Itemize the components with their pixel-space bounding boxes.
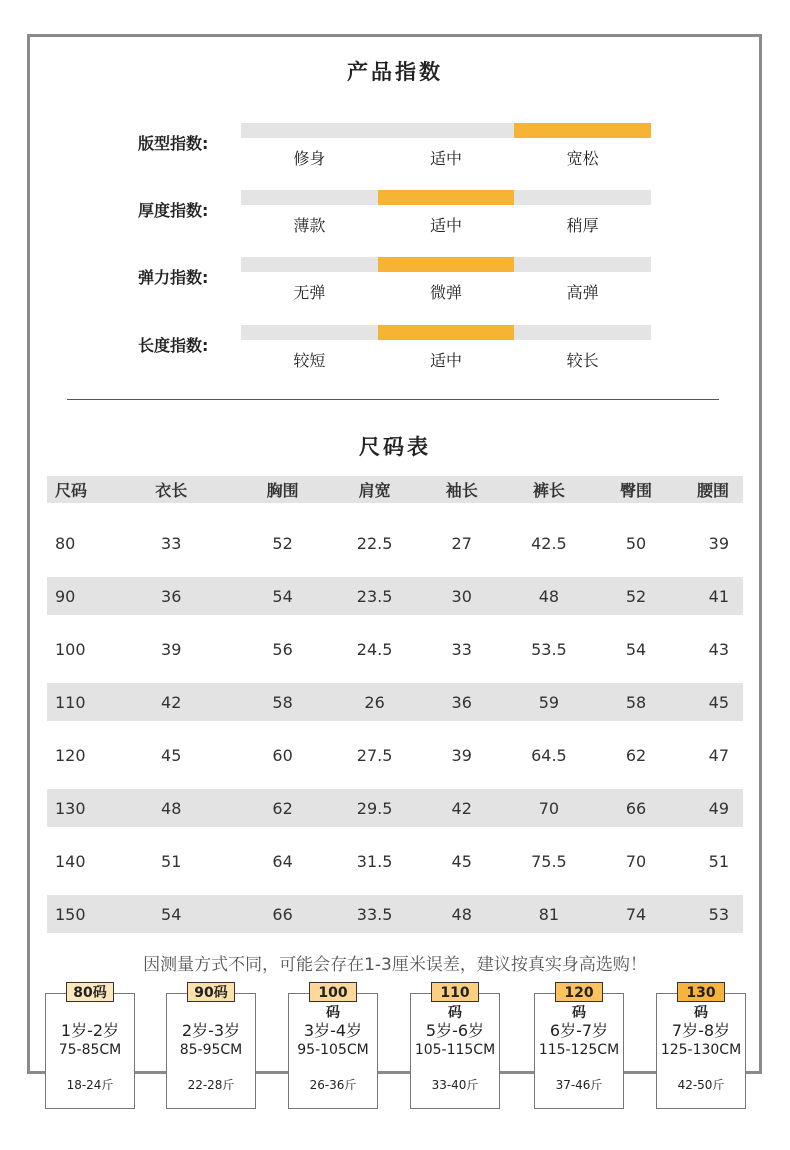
size-card-age: 3岁-4岁 [303,1021,363,1040]
index-bar-segment [514,257,651,272]
index-bar [241,123,651,138]
index-options [241,280,651,303]
table-cell: 42 [161,692,182,712]
size-table-header [47,476,743,503]
table-cell: 26 [364,692,385,712]
size-card-age: 6岁-7岁 [549,1021,609,1040]
table-cell: 56 [272,639,293,659]
size-card-age: 2岁-3岁 [181,1021,241,1040]
table-cell: 39 [451,745,472,765]
table-cell: 140 [55,851,86,871]
table-cell: 50 [625,533,647,553]
index-bar-selected [514,123,651,138]
index-option: 适中 [430,149,463,168]
size-card-weight: 42-50斤 [677,1078,725,1092]
index-label: 版型指数: [138,134,209,153]
table-row [47,630,743,668]
table-cell: 60 [272,745,293,765]
size-card [410,985,500,1109]
size-card-tag: 90码 [187,982,235,1002]
size-card [656,985,746,1109]
table-header-cell: 臀围 [620,481,653,500]
table-cell: 80 [55,533,76,553]
index-bar-segment [514,325,651,340]
size-card [166,985,256,1109]
table-cell: 75.5 [531,851,567,871]
table-cell: 22.5 [356,533,393,553]
table-cell: 54 [161,904,182,924]
table-cell: 110 [55,692,86,712]
table-row [47,524,743,562]
size-card-tag: 100码 [309,982,357,1002]
table-cell: 29.5 [356,798,393,818]
table-cell: 48 [538,586,560,606]
table-cell: 39 [708,533,730,553]
measurement-note: 因测量方式不同，可能会存在1-3厘米误差，建议按真实身高选购！ [143,955,647,975]
table-header-cell: 袖长 [445,481,478,500]
size-card-height: 105-115CM [414,1042,496,1058]
table-cell: 130 [55,798,86,818]
index-option: 修身 [293,149,326,168]
table-cell: 54 [272,586,293,606]
size-card-tag: 80码 [66,982,114,1002]
table-cell: 52 [625,586,647,606]
table-cell: 53.5 [531,639,567,659]
size-card-age: 5岁-6岁 [425,1021,485,1040]
table-row [47,736,743,774]
size-card-weight: 26-36斤 [309,1078,357,1092]
section-divider [67,399,719,400]
table-row [47,895,743,933]
table-cell: 53 [708,904,730,924]
table-cell: 48 [161,798,182,818]
index-bar-segment [378,123,515,138]
size-card-age: 1岁-2岁 [60,1021,120,1040]
index-bar-selected [378,190,515,205]
table-cell: 43 [708,639,730,659]
index-option: 稍厚 [566,216,599,235]
index-bar [241,257,651,272]
table-header-cell: 衣长 [155,481,188,500]
table-cell: 59 [538,692,560,712]
index-bar [241,190,651,205]
table-header-cell: 尺码 [55,481,88,500]
table-cell: 30 [451,586,472,606]
index-bar-selected [378,257,515,272]
index-option: 宽松 [566,149,599,168]
index-option: 适中 [430,351,463,370]
index-options [241,213,651,236]
table-cell: 70 [538,798,560,818]
size-card [534,985,624,1109]
table-cell: 90 [55,586,76,606]
table-cell: 64 [272,851,293,871]
table-cell: 24.5 [356,639,393,659]
index-option: 无弹 [293,283,326,302]
table-cell: 27.5 [356,745,393,765]
size-card-tag: 110码 [431,982,479,1002]
table-row [47,842,743,880]
table-cell: 23.5 [356,586,393,606]
size-card-weight: 22-28斤 [187,1078,235,1092]
table-header-cell: 肩宽 [358,481,391,500]
size-card-height: 85-95CM [179,1042,243,1058]
size-card-tag: 130码 [677,982,725,1002]
table-cell: 150 [55,904,86,924]
table-cell: 70 [625,851,647,871]
table-cell: 39 [161,639,182,659]
index-bar-segment [514,190,651,205]
index-option: 适中 [430,216,463,235]
index-label: 弹力指数: [138,268,209,287]
table-cell: 45 [161,745,182,765]
table-cell: 33.5 [356,904,393,924]
table-header-cell: 裤长 [532,481,565,500]
index-option: 薄款 [293,216,326,235]
index-option: 较短 [293,351,326,370]
index-option: 微弹 [430,283,463,302]
table-cell: 66 [272,904,293,924]
table-cell: 47 [708,745,730,765]
table-cell: 51 [708,851,730,871]
table-row [47,789,743,827]
table-cell: 62 [625,745,647,765]
size-chart-title: 尺码表 [359,435,431,459]
index-bar-segment [241,123,378,138]
table-cell: 36 [161,586,182,606]
table-cell: 42 [451,798,472,818]
table-header-cell: 腰围 [697,481,730,500]
table-cell: 58 [625,692,647,712]
table-cell: 58 [272,692,293,712]
table-cell: 45 [451,851,472,871]
index-options [241,348,651,371]
size-card-weight: 37-46斤 [555,1078,603,1092]
size-card-height: 125-130CM [660,1042,742,1058]
table-cell: 54 [625,639,647,659]
size-card-height: 95-105CM [297,1042,369,1058]
index-bar-segment [241,257,378,272]
index-label: 长度指数: [138,336,209,355]
table-cell: 31.5 [356,851,393,871]
table-row [47,683,743,721]
table-cell: 51 [161,851,182,871]
table-cell: 36 [451,692,472,712]
table-cell: 62 [272,798,293,818]
size-card-weight: 18-24斤 [66,1078,114,1092]
table-cell: 64.5 [531,745,567,765]
table-cell: 52 [272,533,293,553]
table-cell: 27 [451,533,472,553]
index-bar [241,325,651,340]
table-cell: 45 [708,692,730,712]
size-card-height: 75-85CM [58,1042,122,1058]
index-bar-selected [378,325,515,340]
table-cell: 74 [625,904,647,924]
table-cell: 100 [55,639,86,659]
size-card-age: 7岁-8岁 [671,1021,731,1040]
index-option: 高弹 [566,283,599,302]
size-card-weight: 33-40斤 [431,1078,479,1092]
size-card-tag: 120码 [555,982,603,1002]
table-cell: 33 [161,533,182,553]
table-cell: 49 [708,798,730,818]
table-cell: 42.5 [531,533,567,553]
index-options [241,146,651,169]
table-cell: 33 [451,639,472,659]
table-cell: 81 [538,904,560,924]
size-card [288,985,378,1109]
index-label: 厚度指数: [138,201,209,220]
table-cell: 48 [451,904,472,924]
table-row [47,577,743,615]
index-option: 较长 [566,351,599,370]
size-card [45,985,135,1109]
table-cell: 66 [625,798,647,818]
index-bar-segment [241,325,378,340]
index-bar-segment [241,190,378,205]
table-cell: 41 [708,586,730,606]
table-header-cell: 胸围 [266,481,299,500]
product-index-title: 产品指数 [347,60,443,84]
table-cell: 120 [55,745,86,765]
size-card-height: 115-125CM [538,1042,620,1058]
